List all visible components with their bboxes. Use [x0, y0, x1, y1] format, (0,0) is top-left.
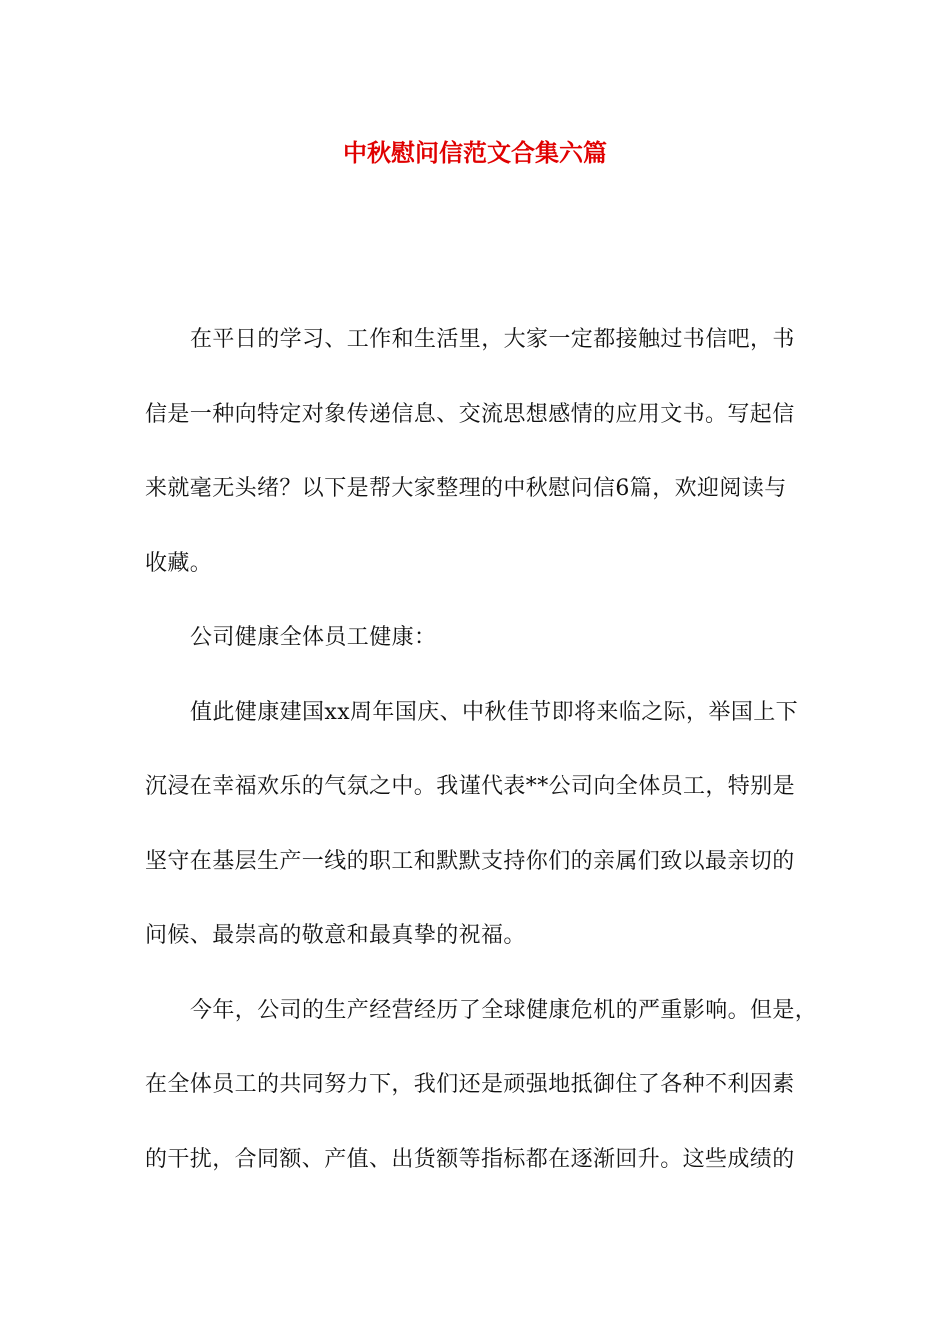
paragraph-line: 来就毫无头绪？以下是帮大家整理的中秋慰问信6篇，欢迎阅读与: [145, 476, 787, 501]
salutation-line: 公司健康全体员工健康：: [190, 625, 437, 650]
paragraph-line: 在全体员工的共同努力下，我们还是顽强地抵御住了各种不利因素: [145, 1072, 795, 1097]
paragraph-line: 坚守在基层生产一线的职工和默默支持你们的亲属们致以最亲切的: [145, 848, 795, 874]
paragraph-line: 今年，公司的生产经营经历了全球健康危机的严重影响。但是，: [190, 997, 818, 1023]
paragraph-line: 收藏。: [145, 550, 213, 576]
paragraph-line: 沉浸在幸福欢乐的气氛之中。我谨代表**公司向全体员工，特别是: [145, 774, 796, 799]
document-body: [145, 320, 818, 1214]
paragraph-line: 值此健康建国xx周年国庆、中秋佳节即将来临之际，举国上下: [190, 699, 799, 725]
paragraph-line: 问候、最崇高的敬意和最真挚的祝福。: [145, 923, 526, 948]
paragraph-line: 的干扰，合同额、产值、出货额等指标都在逐渐回升。这些成绩的: [145, 1146, 795, 1172]
paragraph-line: 在平日的学习、工作和生活里，大家一定都接触过书信吧，书: [190, 327, 795, 352]
document-title: 中秋慰问信范文合集六篇: [343, 138, 607, 167]
paragraph-line: 信是一种向特定对象传递信息、交流思想感情的应用文书。写起信: [145, 401, 795, 427]
